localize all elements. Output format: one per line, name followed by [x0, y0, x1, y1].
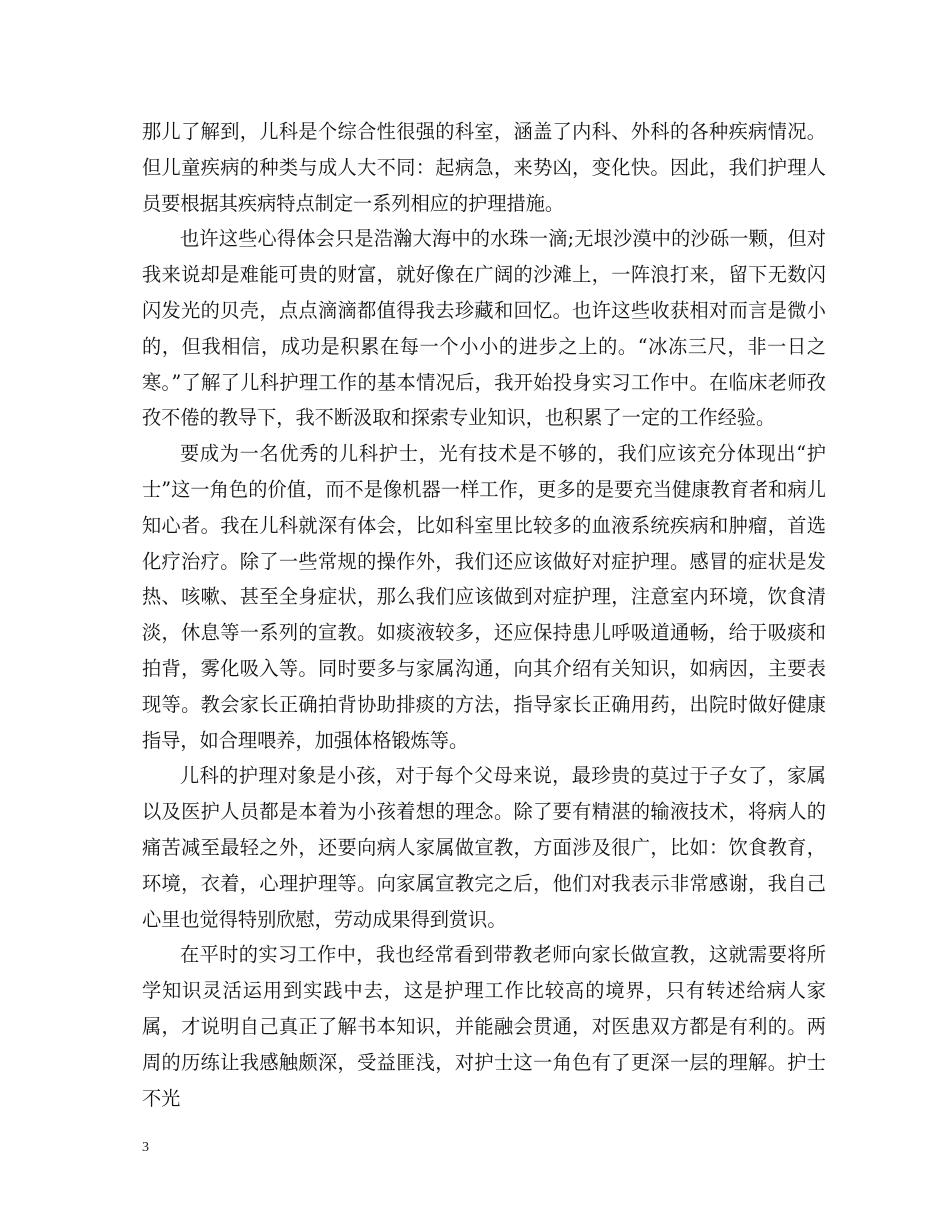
document-body — [142, 114, 826, 1116]
page-number: 3 — [142, 1140, 149, 1155]
paragraph-2: 也许这些心得体会只是浩瀚大海中的水珠一滴;无垠沙漠中的沙砾一颗，但对我来说却是难能可贵的财富，就好像在广阔的沙滩上，一阵浪打来，留下无数闪闪发光的贝壳，点点滴滴都值得我去珍藏和回忆。也许这些收获相对而言是微小的，但我相信，成功是积累在每一个小小的进步之上的。“冰冻三尺，非一日之寒。”了解了儿科护理工作的基本情况后，我开始投身实习工作中。在临床老师孜孜不倦的教导下，我不断汲取和探索专业知识，也积累了一定的工作经验。 — [142, 227, 826, 430]
paragraph-3: 要成为一名优秀的儿科护士，光有技术是不够的，我们应该充分体现出“护士”这一角色的价值，而不是像机器一样工作，更多的是要充当健康教育者和病儿知心者。我在儿科就深有体会，比如科室里比较多的血液系统疾病和肿瘤，首选化疗治疗。除了一些常规的操作外，我们还应该做好对症护理。感冒的症状是发热、咳嗽、甚至全身症状，那么我们应该做到对症护理，注意室内环境，饮食清淡，休息等一系列的宣教。如痰液较多，还应保持患儿呼吸道通畅，给于吸痰和拍背，雾化吸入等。同时要多与家属沟通，向其介绍有关知识，如病因，主要表现等。教会家长正确拍背协助排痰的方法，指导家长正确用药，出院时做好健康指导，如合理喂养，加强体格锻炼等。 — [142, 442, 826, 752]
paragraph-5: 在平时的实习工作中，我也经常看到带教老师向家长做宣教，这就需要将所学知识灵活运用到实践中去，这是护理工作比较高的境界，只有转述给病人家属，才说明自己真正了解书本知识，并能融会贯通，对医患双方都是有利的。两周的历练让我感触颇深，受益匪浅，对护士这一角色有了更深一层的理解。护士不光 — [142, 943, 826, 1110]
paragraph-1: 那儿了解到，儿科是个综合性很强的科室，涵盖了内科、外科的各种疾病情况。但儿童疾病的种类与成人大不同：起病急，来势凶，变化快。因此，我们护理人员要根据其疾病特点制定一系列相应的护理措施。 — [142, 120, 826, 215]
paragraph-4: 儿科的护理对象是小孩，对于每个父母来说，最珍贵的莫过于子女了，家属以及医护人员都是本着为小孩着想的理念。除了要有精湛的输液技术，将病人的痛苦减至最轻之外，还要向病人家属做宣教，方面涉及很广，比如：饮食教育，环境，衣着，心理护理等。向家属宣教完之后，他们对我表示非常感谢，我自己心里也觉得特别欣慰，劳动成果得到赏识。 — [142, 764, 826, 931]
